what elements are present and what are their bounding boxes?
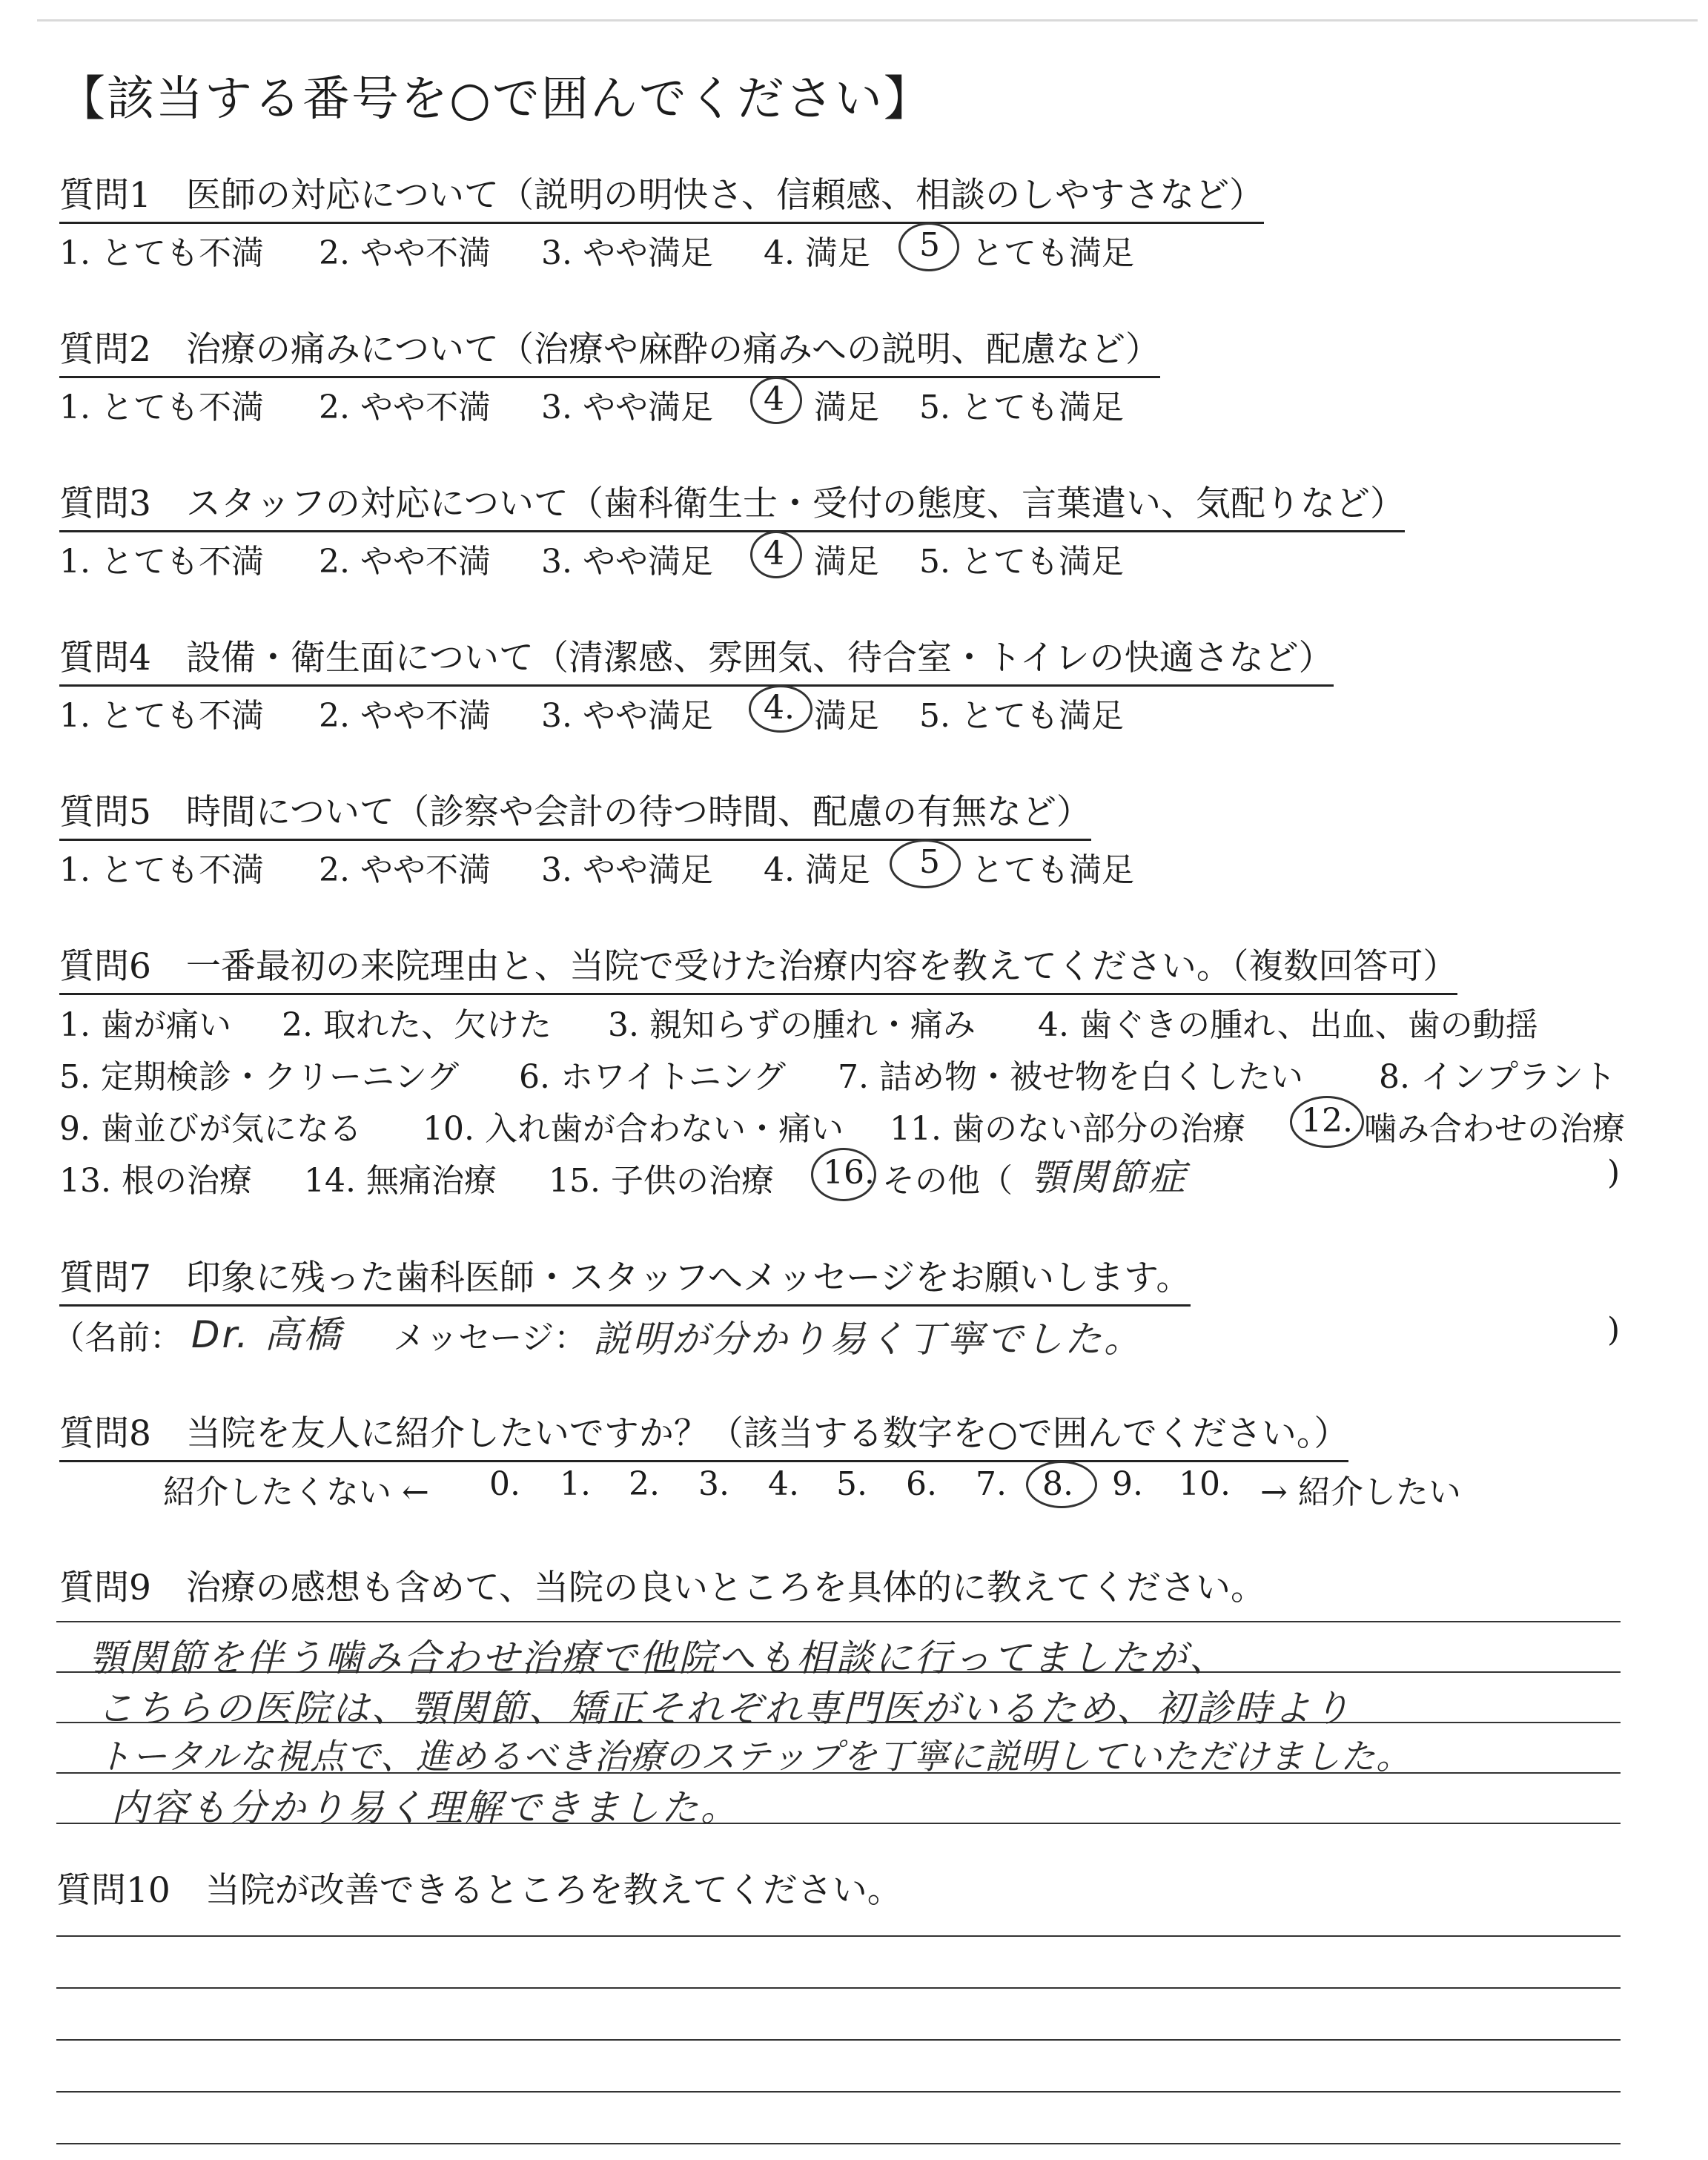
- q6-option-12-label: 噛み合わせの治療: [1364, 1110, 1625, 1148]
- q4-option-2[interactable]: 2. やや不満: [319, 697, 491, 735]
- q6-option-9[interactable]: 9. 歯並びが気になる: [59, 1110, 362, 1148]
- q3-option-3[interactable]: 3. やや満足: [541, 543, 713, 581]
- answer-line: [56, 2039, 1621, 2041]
- q4-option-4-label: 満足: [814, 697, 879, 735]
- selection-circle: [750, 531, 802, 578]
- q9-answer-line-3: トータルな視点で、進めるべき治療のステップを丁寧に説明していただけました。: [96, 1737, 1412, 1777]
- q1-option-4[interactable]: 4. 満足: [764, 234, 870, 272]
- q8-left-label: 紹介したくない ←: [163, 1473, 429, 1511]
- q7-name-value[interactable]: Dr. 高橋: [191, 1313, 343, 1356]
- q8-number-8[interactable]: 8.: [1042, 1465, 1073, 1503]
- q3-option-2[interactable]: 2. やや不満: [319, 543, 491, 581]
- q8-number-6[interactable]: 6.: [906, 1465, 937, 1503]
- q8-number-5[interactable]: 5.: [836, 1465, 867, 1503]
- q5-option-2[interactable]: 2. やや不満: [319, 851, 491, 889]
- q5-title: 質問5 時間について（診察や会計の待つ時間、配慮の有無など）: [59, 785, 1091, 841]
- q4-option-3[interactable]: 3. やや満足: [541, 697, 713, 735]
- q6-other-handwritten: 顎関節症: [1030, 1156, 1188, 1199]
- q2-option-4-label: 満足: [814, 389, 879, 426]
- q4-option-4[interactable]: 4.: [764, 689, 795, 727]
- q4-option-1[interactable]: 1. とても不満: [59, 697, 264, 735]
- q4-title: 質問4 設備・衛生面について（清潔感、雰囲気、待合室・トイレの快適さなど）: [59, 630, 1334, 687]
- q6-option-15[interactable]: 15. 子供の治療: [549, 1162, 774, 1200]
- q8-number-2[interactable]: 2.: [629, 1465, 660, 1503]
- q7-message-value[interactable]: 説明が分かり易く丁寧でした。: [593, 1318, 1143, 1361]
- q9-answer-line-1: 顎関節を伴う噛み合わせ治療で他院へも相談に行ってましたが、: [89, 1636, 1228, 1680]
- q6-option-6[interactable]: 6. ホワイトニング: [519, 1058, 787, 1096]
- q7-title: 質問7 印象に残った歯科医師・スタッフへメッセージをお願いします。: [59, 1250, 1191, 1307]
- q1-option-2[interactable]: 2. やや不満: [319, 234, 491, 272]
- q8-number-10[interactable]: 10.: [1179, 1465, 1231, 1503]
- q6-option-13[interactable]: 13. 根の治療: [59, 1162, 252, 1200]
- q6-option-7[interactable]: 7. 詰め物・被せ物を白くしたい: [838, 1058, 1303, 1096]
- q3-option-4-label: 満足: [814, 543, 879, 581]
- q1-option-5-label: とても満足: [971, 234, 1134, 272]
- q6-option-14[interactable]: 14. 無痛治療: [304, 1162, 497, 1200]
- q9-answer-line-4: 内容も分かり易く理解できました。: [111, 1786, 740, 1829]
- selection-circle: [750, 377, 802, 424]
- q6-option-12[interactable]: 12.: [1301, 1102, 1353, 1140]
- q7-name-label: （名前：: [52, 1319, 182, 1357]
- q3-option-5[interactable]: 5. とても満足: [919, 543, 1124, 581]
- q2-option-2[interactable]: 2. やや不満: [319, 389, 491, 426]
- q5-option-3[interactable]: 3. やや満足: [541, 851, 713, 889]
- answer-line: [56, 2091, 1621, 2093]
- q5-option-4[interactable]: 4. 満足: [764, 851, 870, 889]
- q7-close: ): [1607, 1311, 1621, 1349]
- q6-title: 質問6 一番最初の来院理由と、当院で受けた治療内容を教えてください。（複数回答可）: [59, 939, 1457, 995]
- q8-number-0[interactable]: 0.: [489, 1465, 520, 1503]
- selection-circle: [890, 839, 961, 888]
- q8-number-1[interactable]: 1.: [560, 1465, 591, 1503]
- q10-title: 質問10 当院が改善できるところを教えてください。: [56, 1870, 902, 1911]
- q1-option-5[interactable]: 5: [919, 226, 940, 264]
- answer-line: [56, 1935, 1621, 1937]
- q1-option-3[interactable]: 3. やや満足: [541, 234, 713, 272]
- q3-option-1[interactable]: 1. とても不満: [59, 543, 264, 581]
- q8-right-label: → 紹介したい: [1260, 1473, 1461, 1511]
- q5-option-5-label: とても満足: [971, 851, 1134, 889]
- q2-option-5[interactable]: 5. とても満足: [919, 389, 1124, 426]
- q6-option-5[interactable]: 5. 定期検診・クリーニング: [59, 1058, 460, 1096]
- q8-number-3[interactable]: 3.: [698, 1465, 729, 1503]
- q9-title: 質問9 治療の感想も含めて、当院の良いところを具体的に教えてください。: [59, 1568, 1265, 1608]
- q6-option-1[interactable]: 1. 歯が痛い: [59, 1006, 231, 1044]
- q1-title: 質問1 医師の対応について（説明の明快さ、信頼感、相談のしやすさなど）: [59, 168, 1264, 224]
- q6-option-2[interactable]: 2. 取れた、欠けた: [282, 1006, 552, 1044]
- q6-option-16[interactable]: 16.: [823, 1154, 875, 1192]
- q4-option-5[interactable]: 5. とても満足: [919, 697, 1124, 735]
- q8-number-7[interactable]: 7.: [976, 1465, 1007, 1503]
- q6-option-11[interactable]: 11. 歯のない部分の治療: [890, 1110, 1245, 1148]
- q6-option-4[interactable]: 4. 歯ぐきの腫れ、出血、歯の動揺: [1038, 1006, 1538, 1044]
- q3-title: 質問3 スタッフの対応について（歯科衛生士・受付の態度、言葉遣い、気配りなど）: [59, 476, 1405, 532]
- q6-other-close: ): [1607, 1154, 1621, 1192]
- q8-number-9[interactable]: 9.: [1112, 1465, 1143, 1503]
- q6-option-10[interactable]: 10. 入れ歯が合わない・痛い: [423, 1110, 844, 1148]
- page-top-border: [37, 19, 1698, 22]
- q8-title: 質問8 当院を友人に紹介したいですか？（該当する数字を○で囲んでください。）: [59, 1406, 1348, 1462]
- q5-option-1[interactable]: 1. とても不満: [59, 851, 264, 889]
- selection-circle: [749, 685, 812, 733]
- page-heading: 【該当する番号を○で囲んでください】: [58, 72, 933, 127]
- q6-option-8[interactable]: 8. インプラント: [1379, 1058, 1616, 1096]
- q8-number-4[interactable]: 4.: [768, 1465, 799, 1503]
- q9-answer-line-2: こちらの医院は、顎関節、矯正それぞれ専門医がいるため、初診時より: [96, 1687, 1352, 1730]
- q2-option-3[interactable]: 3. やや満足: [541, 389, 713, 426]
- q6-option-16-label: その他（: [882, 1162, 1013, 1200]
- q7-message-label: メッセージ：: [393, 1319, 587, 1357]
- answer-line: [56, 2143, 1621, 2144]
- q2-option-4[interactable]: 4: [764, 380, 784, 418]
- answer-line: [56, 1621, 1621, 1622]
- selection-circle: [1026, 1461, 1097, 1508]
- q2-option-1[interactable]: 1. とても不満: [59, 389, 264, 426]
- q3-option-4[interactable]: 4: [764, 535, 784, 572]
- selection-circle: [811, 1148, 876, 1201]
- selection-circle: [898, 222, 959, 271]
- selection-circle: [1290, 1096, 1364, 1148]
- q6-option-3[interactable]: 3. 親知らずの腫れ・痛み: [608, 1006, 976, 1044]
- q1-option-1[interactable]: 1. とても不満: [59, 234, 264, 272]
- q2-title: 質問2 治療の痛みについて（治療や麻酔の痛みへの説明、配慮など）: [59, 322, 1160, 378]
- answer-line: [56, 1987, 1621, 1989]
- q5-option-5[interactable]: 5: [919, 843, 940, 881]
